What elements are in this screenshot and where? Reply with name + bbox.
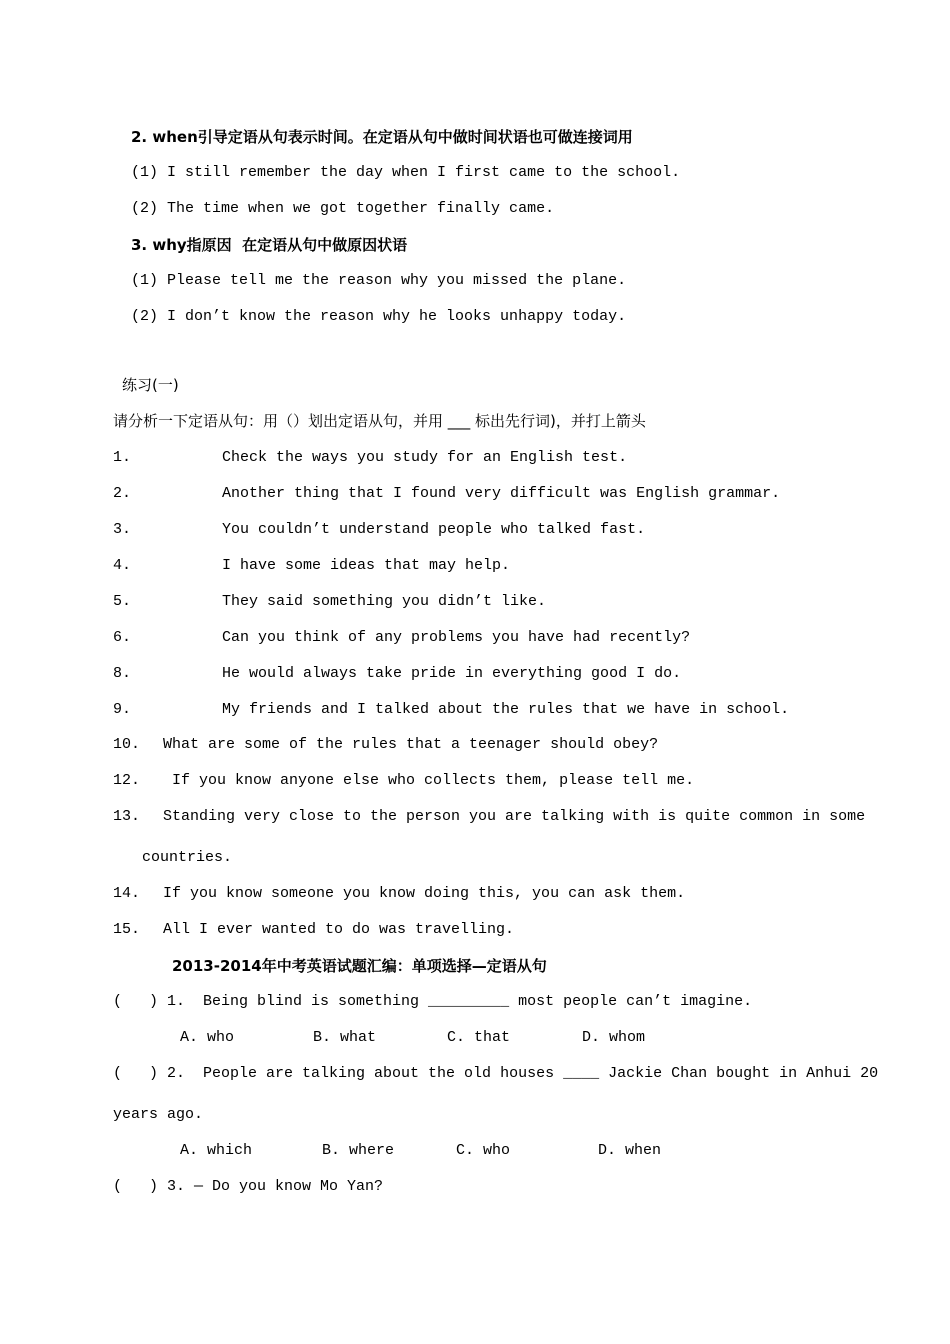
exercise-instruction: 请分析一下定语从句：用（）划出定语从句，并用 ___ 标出先行词)，并打上箭头 [113,412,646,430]
option-b: B. what [313,1029,377,1046]
item-number: 3. [113,521,132,538]
item-text: My friends and I talked about the rules that we have in school. [222,701,790,718]
item-text: He would always take pride in everything good I do. [222,665,682,682]
item-number: 4. [113,557,132,574]
item-text: Can you think of any problems you have had recently? [222,629,691,646]
when-example-1: (1) I still remember the day when I first came to the school. [131,164,681,181]
option-d: D. when [598,1142,662,1159]
item-number: 10. [113,736,141,753]
item-number: 6. [113,629,132,646]
item-text: Standing very close to the person you are talking with is quite common in some [163,808,866,825]
item-number: 14. [113,885,141,902]
item-text-continuation: countries. [142,849,233,866]
item-text: All I ever wanted to do was travelling. [163,921,515,938]
question-2-stem-continuation: years ago. [113,1106,204,1123]
item-text: What are some of the rules that a teenager should obey? [163,736,659,753]
item-text: Another thing that I found very difficult was English grammar. [222,485,781,502]
item-text: I have some ideas that may help. [222,557,511,574]
question-3-stem: ( ) 3. — Do you know Mo Yan? [113,1178,384,1195]
exercise-title: 练习(一) [122,376,179,394]
item-number: 13. [113,808,141,825]
why-example-2: (2) I don’t know the reason why he looks unhappy today. [131,308,627,325]
item-number: 15. [113,921,141,938]
item-text: You couldn’t understand people who talked fast. [222,521,646,538]
item-number: 2. [113,485,132,502]
option-c: C. that [447,1029,511,1046]
item-number: 5. [113,593,132,610]
item-text: Check the ways you study for an English test. [222,449,628,466]
item-number: 8. [113,665,132,682]
when-example-2: (2) The time when we got together finally came. [131,200,555,217]
when-heading: 2. when引导定语从句表示时间。在定语从句中做时间状语也可做连接词用 [131,128,633,146]
why-heading: 3. why指原因 在定语从句中做原因状语 [131,236,408,254]
item-number: 9. [113,701,132,718]
item-text: If you know anyone else who collects them, please tell me. [172,772,695,789]
item-text: If you know someone you know doing this, you can ask them. [163,885,686,902]
exam-title: 2013-2014年中考英语试题汇编：单项选择—定语从句 [172,957,547,975]
question-1-stem: ( ) 1. Being blind is something _________ most people can’t imagine. [113,993,753,1010]
item-number: 1. [113,449,132,466]
question-2-stem: ( ) 2. People are talking about the old houses ____ Jackie Chan bought in Anhui 20 [113,1065,879,1082]
item-number: 12. [113,772,141,789]
option-d: D. whom [582,1029,646,1046]
option-c: C. who [456,1142,511,1159]
option-b: B. where [322,1142,395,1159]
option-a: A. which [180,1142,253,1159]
item-text: They said something you didn’t like. [222,593,547,610]
option-a: A. who [180,1029,235,1046]
why-example-1: (1) Please tell me the reason why you missed the plane. [131,272,627,289]
